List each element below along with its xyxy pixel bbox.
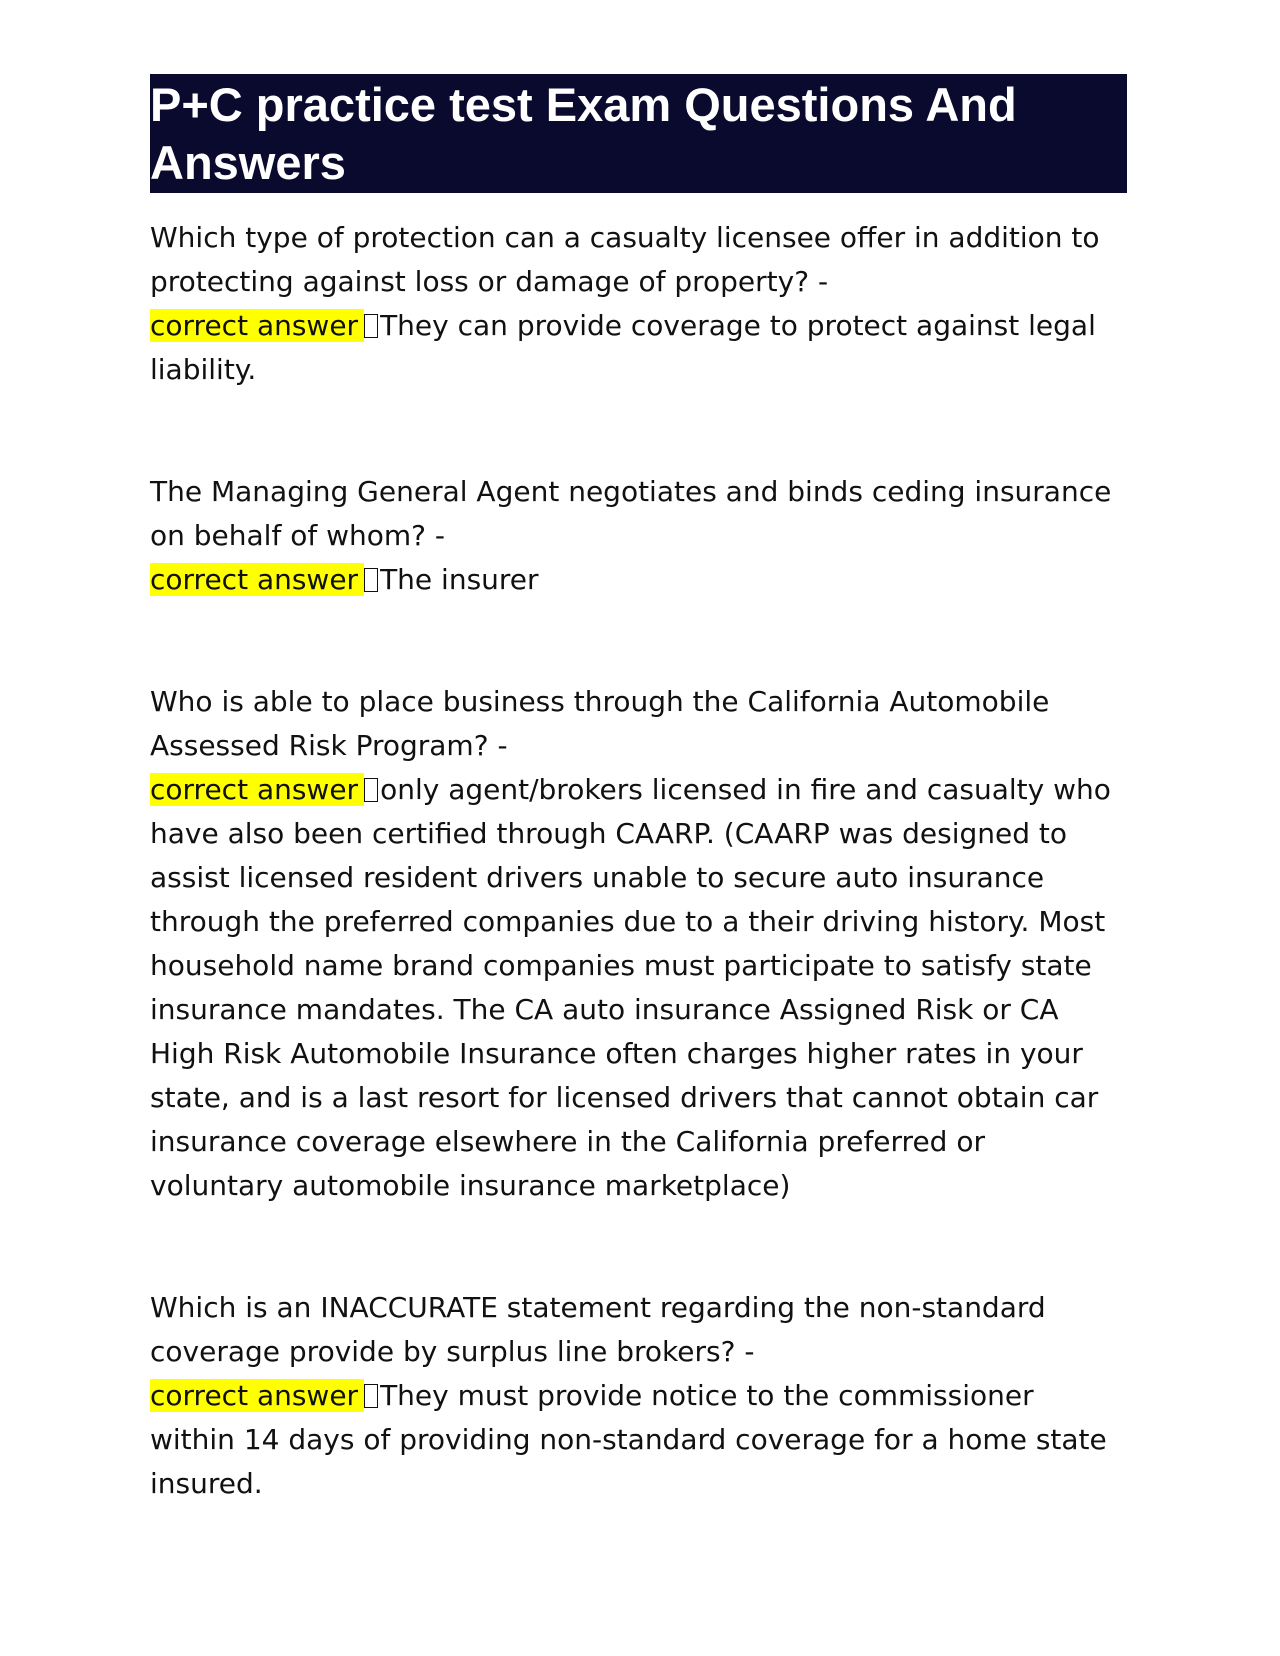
missing-glyph-box-icon [364, 314, 378, 338]
qa-item [150, 1286, 1125, 1506]
answer-line [150, 558, 1125, 602]
missing-glyph-box-icon [364, 1384, 378, 1408]
correct-answer-label: correct answer [150, 563, 364, 596]
question-text: The Managing General Agent negotiates and binds ceding insurance on behalf of whom? - [150, 475, 1112, 552]
answer-text: They can provide coverage to protect against legal liability. [150, 309, 1096, 386]
question-text: Which type of protection can a casualty licensee offer in addition to protecting against loss or damage of property? - [150, 221, 1100, 298]
answer-line [150, 304, 1125, 392]
answer-line [150, 768, 1125, 1208]
question-text: Which is an INACCURATE statement regarding the non-standard coverage provide by surplus line brokers? - [150, 1291, 1046, 1368]
missing-glyph-box-icon [364, 568, 378, 592]
qa-list [150, 216, 1125, 1584]
answer-text: only agent/brokers licensed in fire and casualty who have also been certified through CAARP. (CAARP was designed to assist licensed resident drivers unable to secure auto insurance through the preferred companies due to a their driving history. Most household name brand companies must participate to satisfy state insurance mandates. The CA auto insurance Assigned Risk or CA High Risk Automobile Insurance often charges higher rates in your state, and is a last resort for licensed drivers that cannot obtain car insurance coverage elsewhere in the California preferred or voluntary automobile insurance marketplace) [150, 773, 1111, 1202]
qa-item [150, 680, 1125, 1208]
qa-item [150, 216, 1125, 392]
correct-answer-label: correct answer [150, 309, 364, 342]
qa-item [150, 470, 1125, 602]
answer-line [150, 1374, 1125, 1506]
answer-text: The insurer [380, 563, 539, 596]
answer-text: They must provide notice to the commissioner within 14 days of providing non-standard coverage for a home state insured. [150, 1379, 1107, 1500]
missing-glyph-box-icon [364, 778, 378, 802]
correct-answer-label: correct answer [150, 773, 364, 806]
correct-answer-label: correct answer [150, 1379, 364, 1412]
document-title: P+C practice test Exam Questions And Answers [150, 74, 1127, 193]
question-text: Who is able to place business through the California Automobile Assessed Risk Program? - [150, 685, 1050, 762]
